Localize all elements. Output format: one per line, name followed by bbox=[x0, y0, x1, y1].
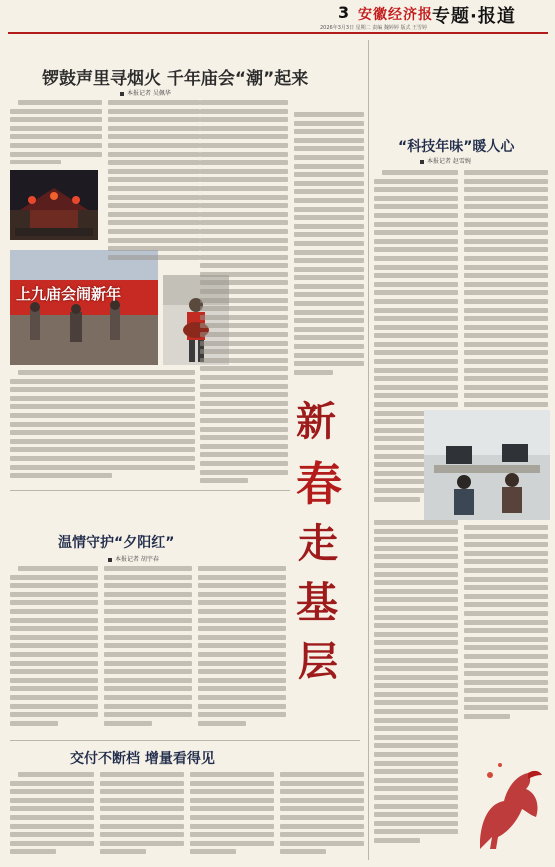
article-4-byline bbox=[420, 156, 471, 165]
article-3-text-col-3 bbox=[190, 772, 274, 860]
calligraphy-char: 新 bbox=[296, 398, 336, 445]
divider bbox=[10, 490, 290, 491]
article-2-byline bbox=[108, 554, 159, 563]
article-1-text-col-3 bbox=[200, 100, 288, 495]
article-2-byline-text: 本报记者 胡宇春 bbox=[115, 556, 159, 563]
section-title: 专题·报道 bbox=[432, 6, 516, 27]
article-3-text-col-2 bbox=[100, 772, 184, 860]
article-4-text-col-4 bbox=[464, 525, 548, 730]
article-2-text-col-2 bbox=[104, 566, 192, 736]
article-1-text-col-1 bbox=[10, 100, 102, 164]
article-1-byline-text: 本报记者 吴佩华 bbox=[127, 90, 171, 97]
banner-photo-text: 上九庙会闹新年 bbox=[16, 285, 122, 303]
byline-marker bbox=[420, 160, 424, 164]
office-photo bbox=[424, 410, 550, 520]
article-1-text-col-4 bbox=[10, 370, 195, 485]
article-1-headline: 锣鼓声里寻烟火 千年庙会“潮”起来 bbox=[42, 69, 309, 89]
horse-decoration bbox=[470, 745, 550, 857]
article-2-text-col-3 bbox=[198, 566, 286, 736]
calligraphy-char: 基 bbox=[296, 578, 339, 627]
column-divider bbox=[368, 40, 369, 860]
middle-text-col bbox=[294, 112, 364, 382]
calligraphy-char: 走 bbox=[298, 520, 338, 567]
page-number: 3 bbox=[338, 3, 350, 22]
temple-fair-photo bbox=[10, 170, 98, 240]
masthead bbox=[0, 0, 555, 34]
byline-marker bbox=[120, 92, 124, 96]
divider bbox=[10, 740, 360, 741]
article-4-text-col-3 bbox=[374, 520, 458, 855]
article-4-headline: “科技年味”暖人心 bbox=[398, 139, 515, 155]
issue-line: 2026年3月3日 星期二 责编 魏婷婷 版式 王雪婷 bbox=[320, 25, 428, 31]
calligraphy-char: 层 bbox=[298, 638, 338, 685]
paper-name: 安徽经济报 bbox=[358, 7, 433, 23]
article-3-text-col-4 bbox=[280, 772, 364, 860]
byline-marker bbox=[108, 558, 112, 562]
article-1-byline bbox=[120, 88, 171, 97]
masthead-rule bbox=[8, 32, 548, 34]
calligraphy-char: 春 bbox=[296, 457, 342, 511]
article-4-byline-text: 本报记者 赵雪婉 bbox=[427, 158, 471, 165]
article-2-text-col-1 bbox=[10, 566, 98, 736]
article-3-headline: 交付不断档 增量看得见 bbox=[70, 751, 215, 767]
article-3-text-col-1 bbox=[10, 772, 94, 860]
article-1-text-col-2 bbox=[108, 100, 200, 270]
article-2-headline: 温情守护“夕阳红” bbox=[58, 535, 175, 551]
